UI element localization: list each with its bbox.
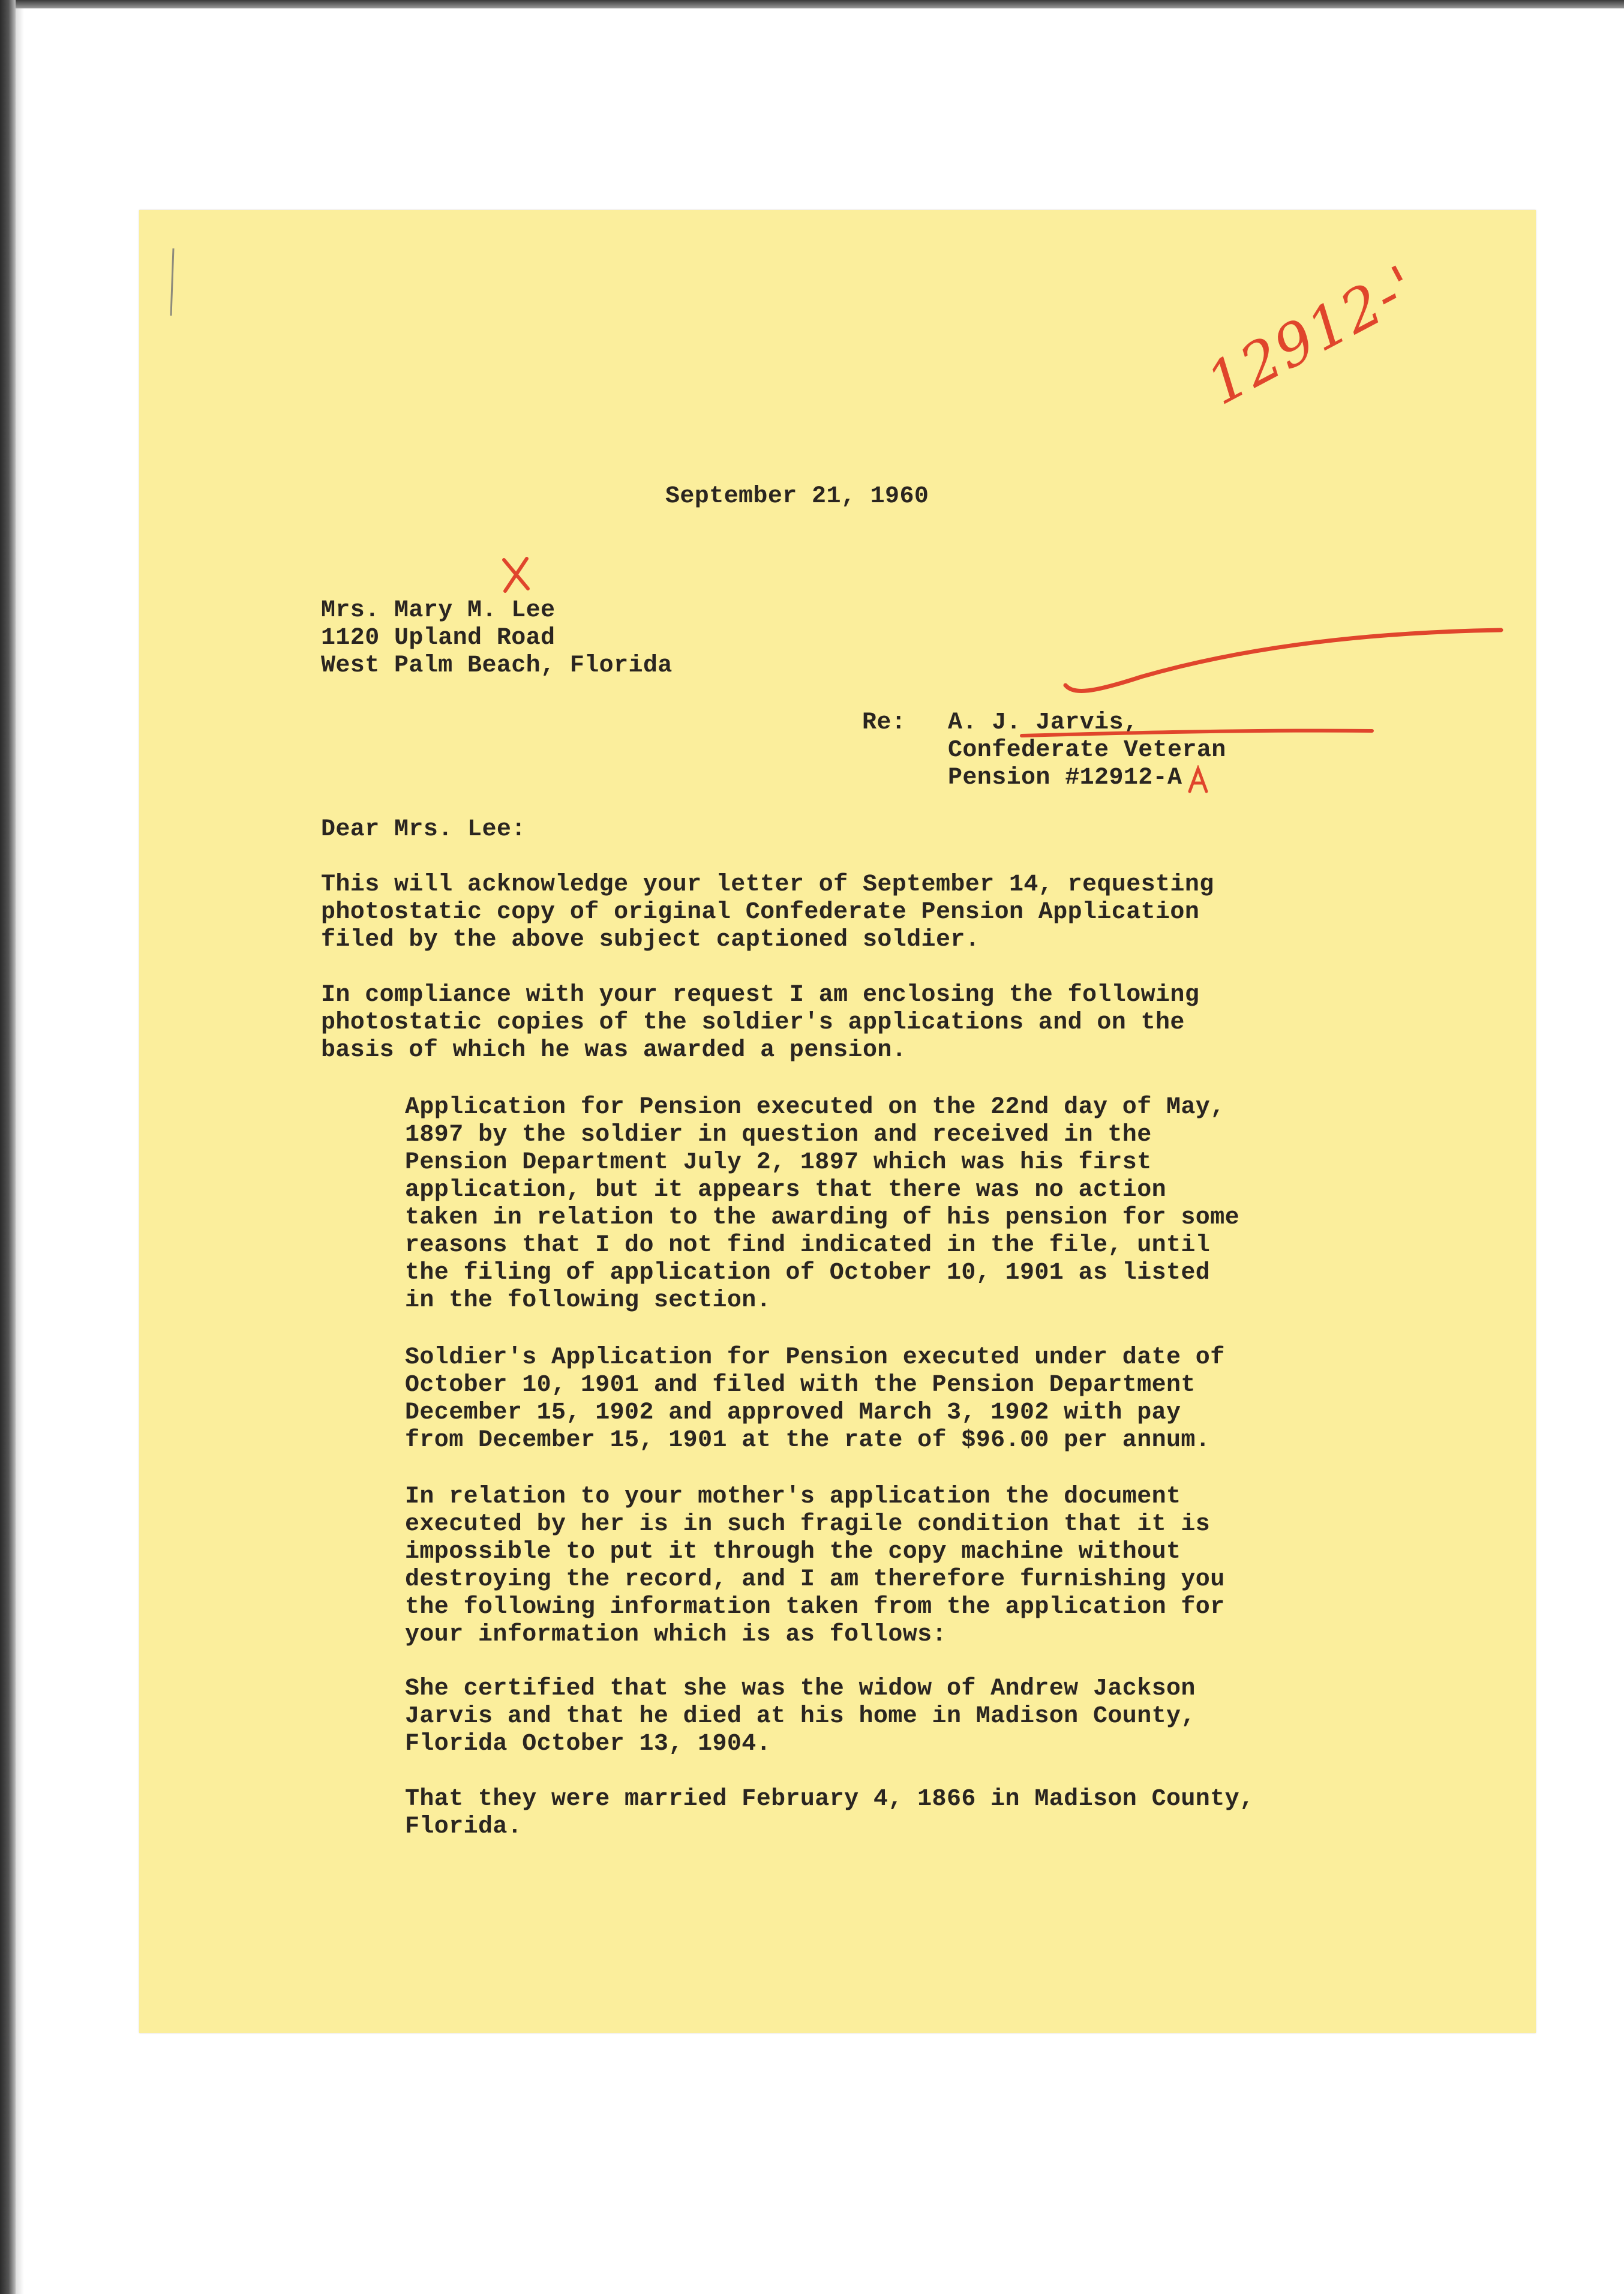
text-line: photostatic copy of original Confederate Pension Application [321,899,1200,926]
re-line-1: A. J. Jarvis, [948,709,1139,736]
text-line: This will acknowledge your letter of September 14, requesting [321,871,1214,898]
text-line: executed by her is in such fragile condition that it is [405,1511,1211,1538]
letter-date: September 21, 1960 [665,483,929,510]
text-line: reasons that I do not find indicated in the file, until [405,1232,1211,1259]
text-line: from December 15, 1901 at the rate of $96.00 per annum. [405,1427,1211,1454]
text-line: Florida. [405,1813,523,1840]
text-line: your information which is as follows: [405,1621,947,1648]
text-line: photostatic copies of the soldier's applications and on the [321,1009,1185,1036]
recipient-name: Mrs. Mary M. Lee [321,597,556,624]
recipient-street: 1120 Upland Road [321,625,556,652]
indented-paragraph-3 [405,1483,1225,1649]
re-label: Re: [862,709,906,736]
text-line: filed by the above subject captioned soldier. [321,926,980,953]
text-line: Florida October 13, 1904. [405,1731,772,1758]
re-subject [948,709,1226,792]
text-line: That they were married February 4, 1866 in Madison County, [405,1786,1254,1813]
text-line: December 15, 1902 and approved March 3, 1902 with pay [405,1399,1181,1426]
text-line: In relation to your mother's application the document [405,1483,1181,1510]
scan-border-left [0,0,16,2294]
text-line: 1897 by the soldier in question and received in the [405,1121,1152,1149]
indented-paragraph-4 [405,1675,1196,1758]
scan-border-top [0,0,1624,8]
handwritten-pension-number: 12912-' [1196,252,1428,418]
red-x-mark-icon [499,555,535,603]
text-line: impossible to put it through the copy machine without [405,1539,1181,1566]
recipient-address [321,597,673,680]
text-line: application, but it appears that there was no action [405,1177,1167,1204]
indented-paragraph-1 [405,1094,1239,1315]
scan-border-inner [16,8,24,2294]
indented-paragraph-5 [405,1786,1254,1841]
text-line: basis of which he was awarded a pension. [321,1037,907,1064]
text-line: Jarvis and that he died at his home in Madison County, [405,1703,1196,1730]
text-line: October 10, 1901 and filed with the Pension Department [405,1372,1196,1399]
indented-paragraph-2 [405,1344,1225,1455]
text-line: In compliance with your request I am enclosing the following [321,982,1200,1009]
margin-pencil-mark [166,246,178,318]
salutation: Dear Mrs. Lee: [321,816,526,843]
text-line: the filing of application of October 10, 1901 as listed [405,1260,1211,1287]
re-line-3: Pension #12912-A [948,764,1182,791]
paragraph-2 [321,982,1199,1064]
text-line: She certified that she was the widow of Andrew Jackson [405,1675,1196,1702]
text-line: in the following section. [405,1287,772,1314]
letter-sheet [139,210,1536,2033]
text-line: destroying the record, and I am therefore furnishing you [405,1566,1225,1593]
text-line: Soldier's Application for Pension executed under date of [405,1344,1225,1371]
recipient-city: West Palm Beach, Florida [321,652,673,679]
text-line: Application for Pension executed on the 22nd day of May, [405,1094,1225,1121]
paragraph-1 [321,871,1214,954]
re-line-2: Confederate Veteran [948,737,1226,764]
text-line: the following information taken from the application for [405,1594,1225,1621]
text-line: taken in relation to the awarding of his pension for some [405,1204,1240,1231]
text-line: Pension Department July 2, 1897 which was his first [405,1149,1152,1176]
red-check-mark-icon [1057,612,1513,702]
